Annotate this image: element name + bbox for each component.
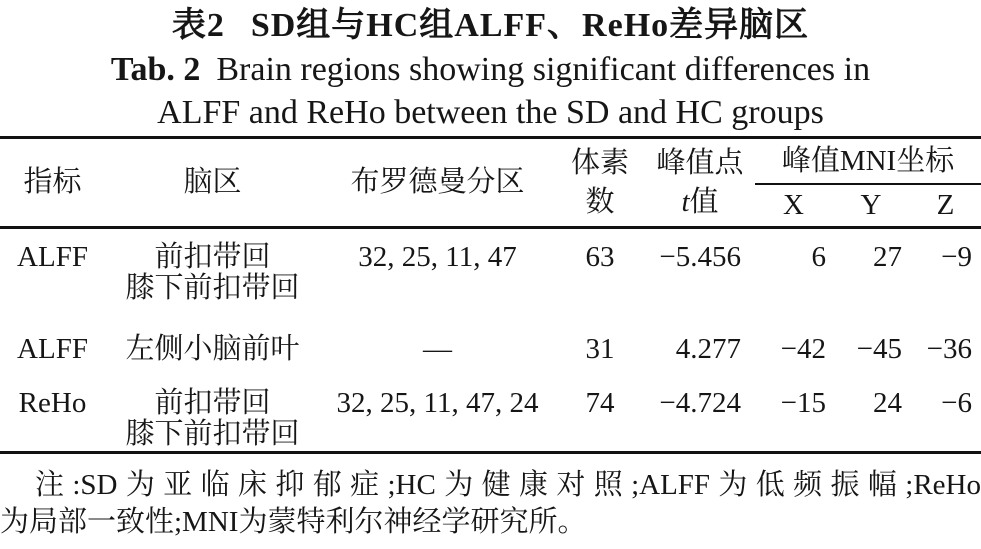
table-number-english: Tab. 2 <box>110 51 201 88</box>
table-title-chinese-text: SD组与HC组ALFF、ReHo差异脑区 <box>250 7 810 44</box>
cell-brain-region <box>105 318 320 379</box>
table-title-english-line2: ALFF and ReHo between the SD and HC groups <box>157 94 824 131</box>
cell-peak-t-value: −5.456 <box>659 241 741 273</box>
region-line1: 左侧小脑前叶 <box>125 333 300 365</box>
header-peak-mni-coordinates: 峰值MNI坐标 <box>755 138 981 185</box>
cell-mni-z: −36 <box>926 333 973 365</box>
header-voxel-count <box>555 138 645 228</box>
table-title-english-line1 <box>0 48 981 91</box>
t-suffix: 值 <box>689 185 719 218</box>
cell-mni-x: 6 <box>811 241 826 273</box>
cell-index: ALFF <box>17 241 88 273</box>
cell-mni-x: −42 <box>780 333 826 365</box>
header-mni-y: Y <box>860 189 882 221</box>
cell-brodmann-area: 32, 25, 11, 47 <box>358 241 517 273</box>
region-line1: 前扣带回 <box>154 387 271 419</box>
table-title-chinese <box>0 3 981 48</box>
cell-mni-y: 27 <box>873 241 902 273</box>
header-peak-t-value <box>645 138 755 228</box>
header-peak-line2 <box>645 183 755 222</box>
header-voxel-line2: 数 <box>585 185 615 218</box>
t-symbol: t <box>681 185 690 218</box>
header-brain-region: 脑区 <box>183 166 242 198</box>
header-voxel-line1: 体素 <box>570 146 629 179</box>
cell-index: ALFF <box>17 333 88 365</box>
region-line2: 膝下前扣带回 <box>125 418 300 450</box>
cell-voxel-count: 31 <box>585 333 615 365</box>
table-number-chinese: 表2 <box>171 7 225 44</box>
region-line2: 膝下前扣带回 <box>125 272 300 304</box>
table-note <box>0 467 981 541</box>
table-row <box>0 318 981 379</box>
table-row <box>0 228 981 319</box>
cell-index: ReHo <box>18 387 87 419</box>
cell-peak-t-value: −4.724 <box>659 387 741 419</box>
note-line1: 注:SD为亚临床抑郁症;HC为健康对照;ALFF为低频振幅;ReHo <box>35 469 981 501</box>
cell-brain-region <box>105 228 320 319</box>
table-row <box>0 379 981 453</box>
header-index: 指标 <box>23 166 82 198</box>
results-table <box>0 136 981 454</box>
cell-peak-t-value: 4.277 <box>675 333 741 365</box>
cell-brodmann-area: — <box>423 333 452 365</box>
cell-mni-x: −15 <box>780 387 826 419</box>
cell-mni-z: −6 <box>941 387 973 419</box>
table-title-english-text: Brain regions showing significant differences in <box>216 51 871 88</box>
cell-mni-y: −45 <box>856 333 902 365</box>
cell-voxel-count: 74 <box>585 387 615 419</box>
header-peak-line1: 峰值点 <box>656 146 744 179</box>
note-line2: 为局部一致性;MNI为蒙特利尔神经学研究所。 <box>0 506 587 538</box>
header-brodmann-area: 布罗德曼分区 <box>350 166 525 198</box>
header-mni-z: Z <box>936 189 955 221</box>
cell-mni-y: 24 <box>873 387 902 419</box>
paper-table-figure <box>0 3 981 541</box>
cell-brodmann-area: 32, 25, 11, 47, 24 <box>336 387 539 419</box>
region-line1: 前扣带回 <box>154 241 271 273</box>
cell-voxel-count: 63 <box>585 241 615 273</box>
cell-mni-z: −9 <box>941 241 973 273</box>
header-mni-x: X <box>783 189 804 221</box>
cell-brain-region <box>105 379 320 453</box>
